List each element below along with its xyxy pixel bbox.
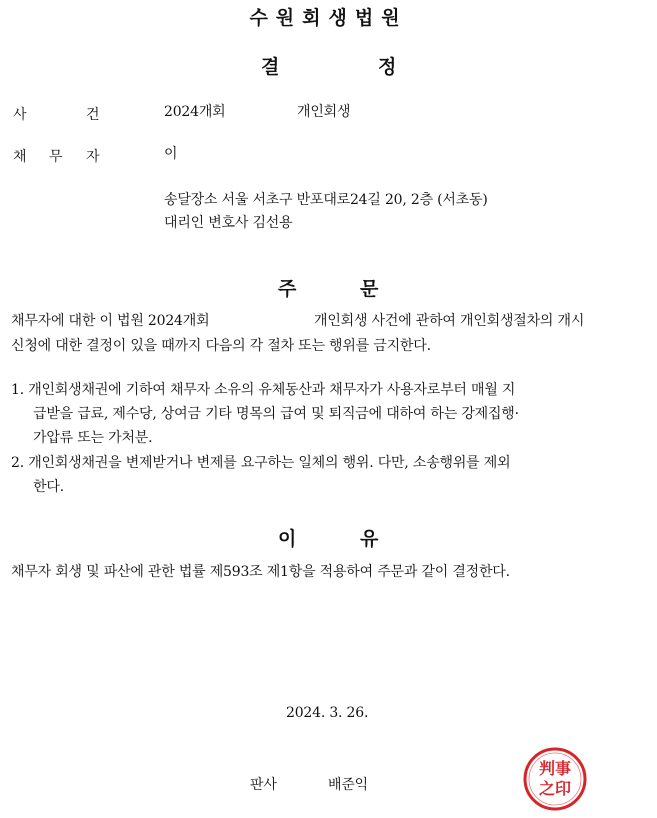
case-type: 개인회생 [297,104,351,120]
document-type-char-1: 결 [261,56,280,78]
case-number: 2024개회 [164,104,226,120]
case-label-char-2: 건 [86,107,100,123]
order-intro-line-1a: 채무자에 대한 이 법원 2024개회 [11,313,210,329]
order-item-2-line-2: 한다. [33,479,64,495]
court-name: 수원회생법원 [249,7,408,29]
svg-text:之印: 之印 [538,779,572,798]
order-intro-line-2: 신청에 대한 결정이 있을 때까지 다음의 각 절차 또는 행위를 금지한다. [11,338,431,354]
judge-seal-stamp [522,746,588,812]
svg-text:判事: 判事 [538,759,572,778]
reason-text: 채무자 회생 및 파산에 관한 법률 제593조 제1항을 적용하여 주문과 같이 결정한다. [11,564,510,580]
debtor-name: 이 [164,146,178,162]
order-item-2-line-1: 2. 개인회생채권을 변제받거나 변제를 요구하는 일체의 행위. 다만, 소송행위를 제외 [11,455,511,471]
order-heading-char-1: 주 [278,278,297,300]
legal-agent: 대리인 변호사 김선용 [164,215,293,231]
service-address: 송달장소 서울 서초구 반포대로24길 20, 2층 (서초동) [164,192,488,208]
order-item-1-line-1: 1. 개인회생채권에 기하여 채무자 소유의 유체동산과 채무자가 사용자로부터 매월 지 [11,382,516,398]
reason-heading-char-2: 유 [360,528,379,550]
order-item-1-line-3: 가압류 또는 가처분. [33,430,153,446]
decision-date: 2024. 3. 26. [286,705,369,721]
judge-name: 배준익 [328,777,368,793]
debtor-label-char-2: 무 [49,149,63,165]
order-intro-line-1b: 개인회생 사건에 관하여 개인회생절차의 개시 [314,313,585,329]
debtor-label-char-1: 채 [13,149,27,165]
document-type-char-2: 정 [378,56,397,78]
order-heading-char-2: 문 [360,278,379,300]
order-item-1-line-2: 급받을 급료, 제수당, 상여금 기타 명목의 급여 및 퇴직금에 대하여 하는 강제집행· [33,406,519,422]
case-label-char-1: 사 [13,107,27,123]
reason-heading-char-1: 이 [278,528,297,550]
judge-label: 판사 [250,777,277,793]
debtor-label-char-3: 자 [86,149,100,165]
